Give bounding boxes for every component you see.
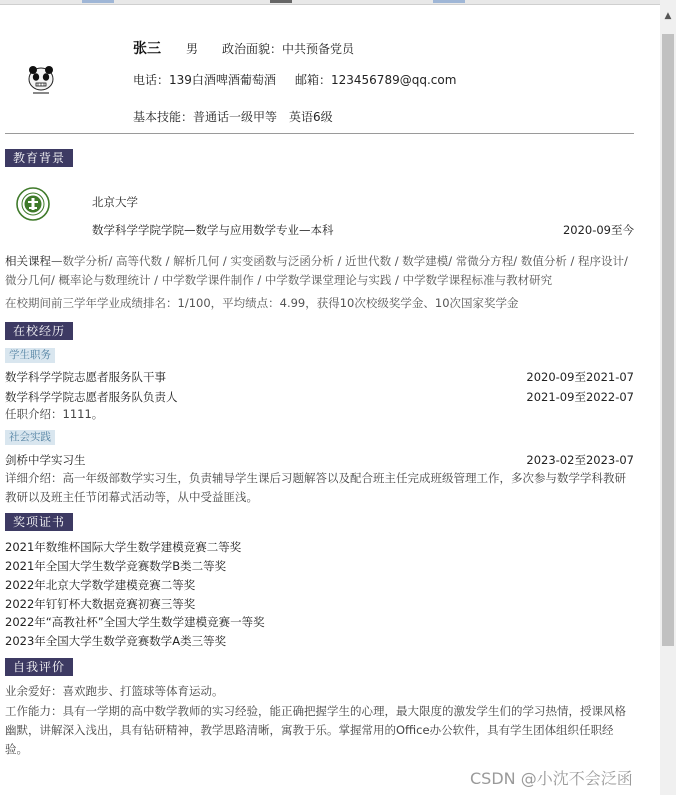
school-major: 数学科学学院学院—数学与应用数学专业—本科 — [92, 223, 334, 237]
scrollbar-thumb[interactable] — [662, 34, 674, 646]
position-row — [5, 369, 634, 385]
person-gender: 男 — [186, 42, 199, 56]
school-name: 北京大学 — [92, 195, 138, 209]
phone-number: 电话：139白酒啤酒葡萄酒 — [133, 73, 276, 87]
academic-ranking: 在校期间前三学年学业成绩排名：1/100，平均绩点：4.99，获得10次校级奖学金、10次国家奖学金 — [5, 296, 519, 310]
section-title-self-evaluation: 自我评价 — [5, 658, 73, 676]
avatar — [24, 64, 58, 98]
person-name: 张三 — [133, 41, 161, 57]
award-item: 2023年全国大学生数学竞赛数学A类三等奖 — [5, 634, 227, 648]
award-item: 2022年北京大学数学建模竞赛二等奖 — [5, 578, 196, 592]
position-period: 2020-09至2021-07 — [526, 370, 634, 384]
toolbar-tab-marker[interactable] — [82, 0, 114, 3]
csdn-watermark: CSDN @小沈不会泛函 — [470, 769, 633, 788]
practice-row — [5, 452, 634, 468]
email-address: 邮箱：123456789@qq.com — [295, 73, 457, 87]
section-title-campus: 在校经历 — [5, 322, 73, 340]
position-period: 2021-09至2022-07 — [526, 390, 634, 404]
position-title: 数学科学学院志愿者服务队负责人 — [5, 390, 178, 404]
award-item: 2022年钉钉杯大数据竞赛初赛三等奖 — [5, 597, 196, 611]
hobbies: 业余爱好：喜欢跑步、打篮球等体育运动。 — [5, 684, 224, 698]
tag-social-practice: 社会实践 — [5, 430, 55, 445]
positions-description: 任职介绍：1111。 — [5, 407, 104, 421]
toolbar-tab-marker[interactable] — [433, 0, 465, 3]
award-item: 2022年“高教社杯”全国大学生数学建模竞赛一等奖 — [5, 615, 265, 629]
position-title: 数学科学学院志愿者服务队干事 — [5, 370, 166, 384]
work-ability: 工作能力：具有一学期的高中数学教师的实习经验，能正确把握学生的心理，最大限度的激发学生们的学习热情，授课风格幽默，讲解深入浅出，具有钻研精神，教学思路清晰，寓教于乐。掌握常用的Office办公软件，具有学生团体组织任职经验。 — [5, 704, 626, 756]
basic-skills: 基本技能：普通话一级甲等 英语6级 — [133, 110, 333, 124]
practice-period: 2023-02至2023-07 — [526, 453, 634, 467]
school-major-row — [92, 222, 634, 238]
award-item: 2021年数维杯国际大学生数学建模竞赛二等奖 — [5, 540, 242, 554]
header-divider — [5, 133, 634, 134]
toolbar-tab-marker[interactable] — [270, 0, 292, 3]
courses-list: —数学分析/ 高等代数 / 解析几何 / 实变函数与泛函分析 / 近世代数 / 数学建模/ 常微分方程/ 数值分析 / 程序设计/ 微分几何/ 概率论与数理统计 / 中学数学课件制作 / 中学数学课堂理论与实践 / 中学数学课程标准与教材研究 — [5, 254, 628, 287]
scroll-up-arrow-icon[interactable]: ▲ — [664, 11, 672, 21]
position-row — [5, 389, 634, 405]
section-title-education: 教育背景 — [5, 149, 73, 167]
university-logo — [16, 187, 50, 221]
viewer-top-toolbar — [0, 0, 660, 5]
practice-description: 详细介绍：高一年级部数学实习生，负责辅导学生课后习题解答以及配合班主任完成班级管理工作，多次参与数学学科教研教研以及班主任节闭幕式活动等，从中受益匪浅。 — [5, 471, 626, 504]
section-title-awards: 奖项证书 — [5, 513, 73, 531]
practice-title: 剑桥中学实习生 — [5, 453, 86, 467]
award-item: 2021年全国大学生数学竞赛数学B类二等奖 — [5, 559, 227, 573]
related-courses — [5, 252, 634, 290]
political-status: 政治面貌：中共预备党员 — [222, 42, 355, 56]
courses-label: 相关课程 — [5, 254, 51, 268]
education-period: 2020-09至今 — [562, 223, 634, 237]
tag-student-positions: 学生职务 — [5, 348, 55, 363]
vertical-scrollbar[interactable] — [660, 0, 676, 795]
